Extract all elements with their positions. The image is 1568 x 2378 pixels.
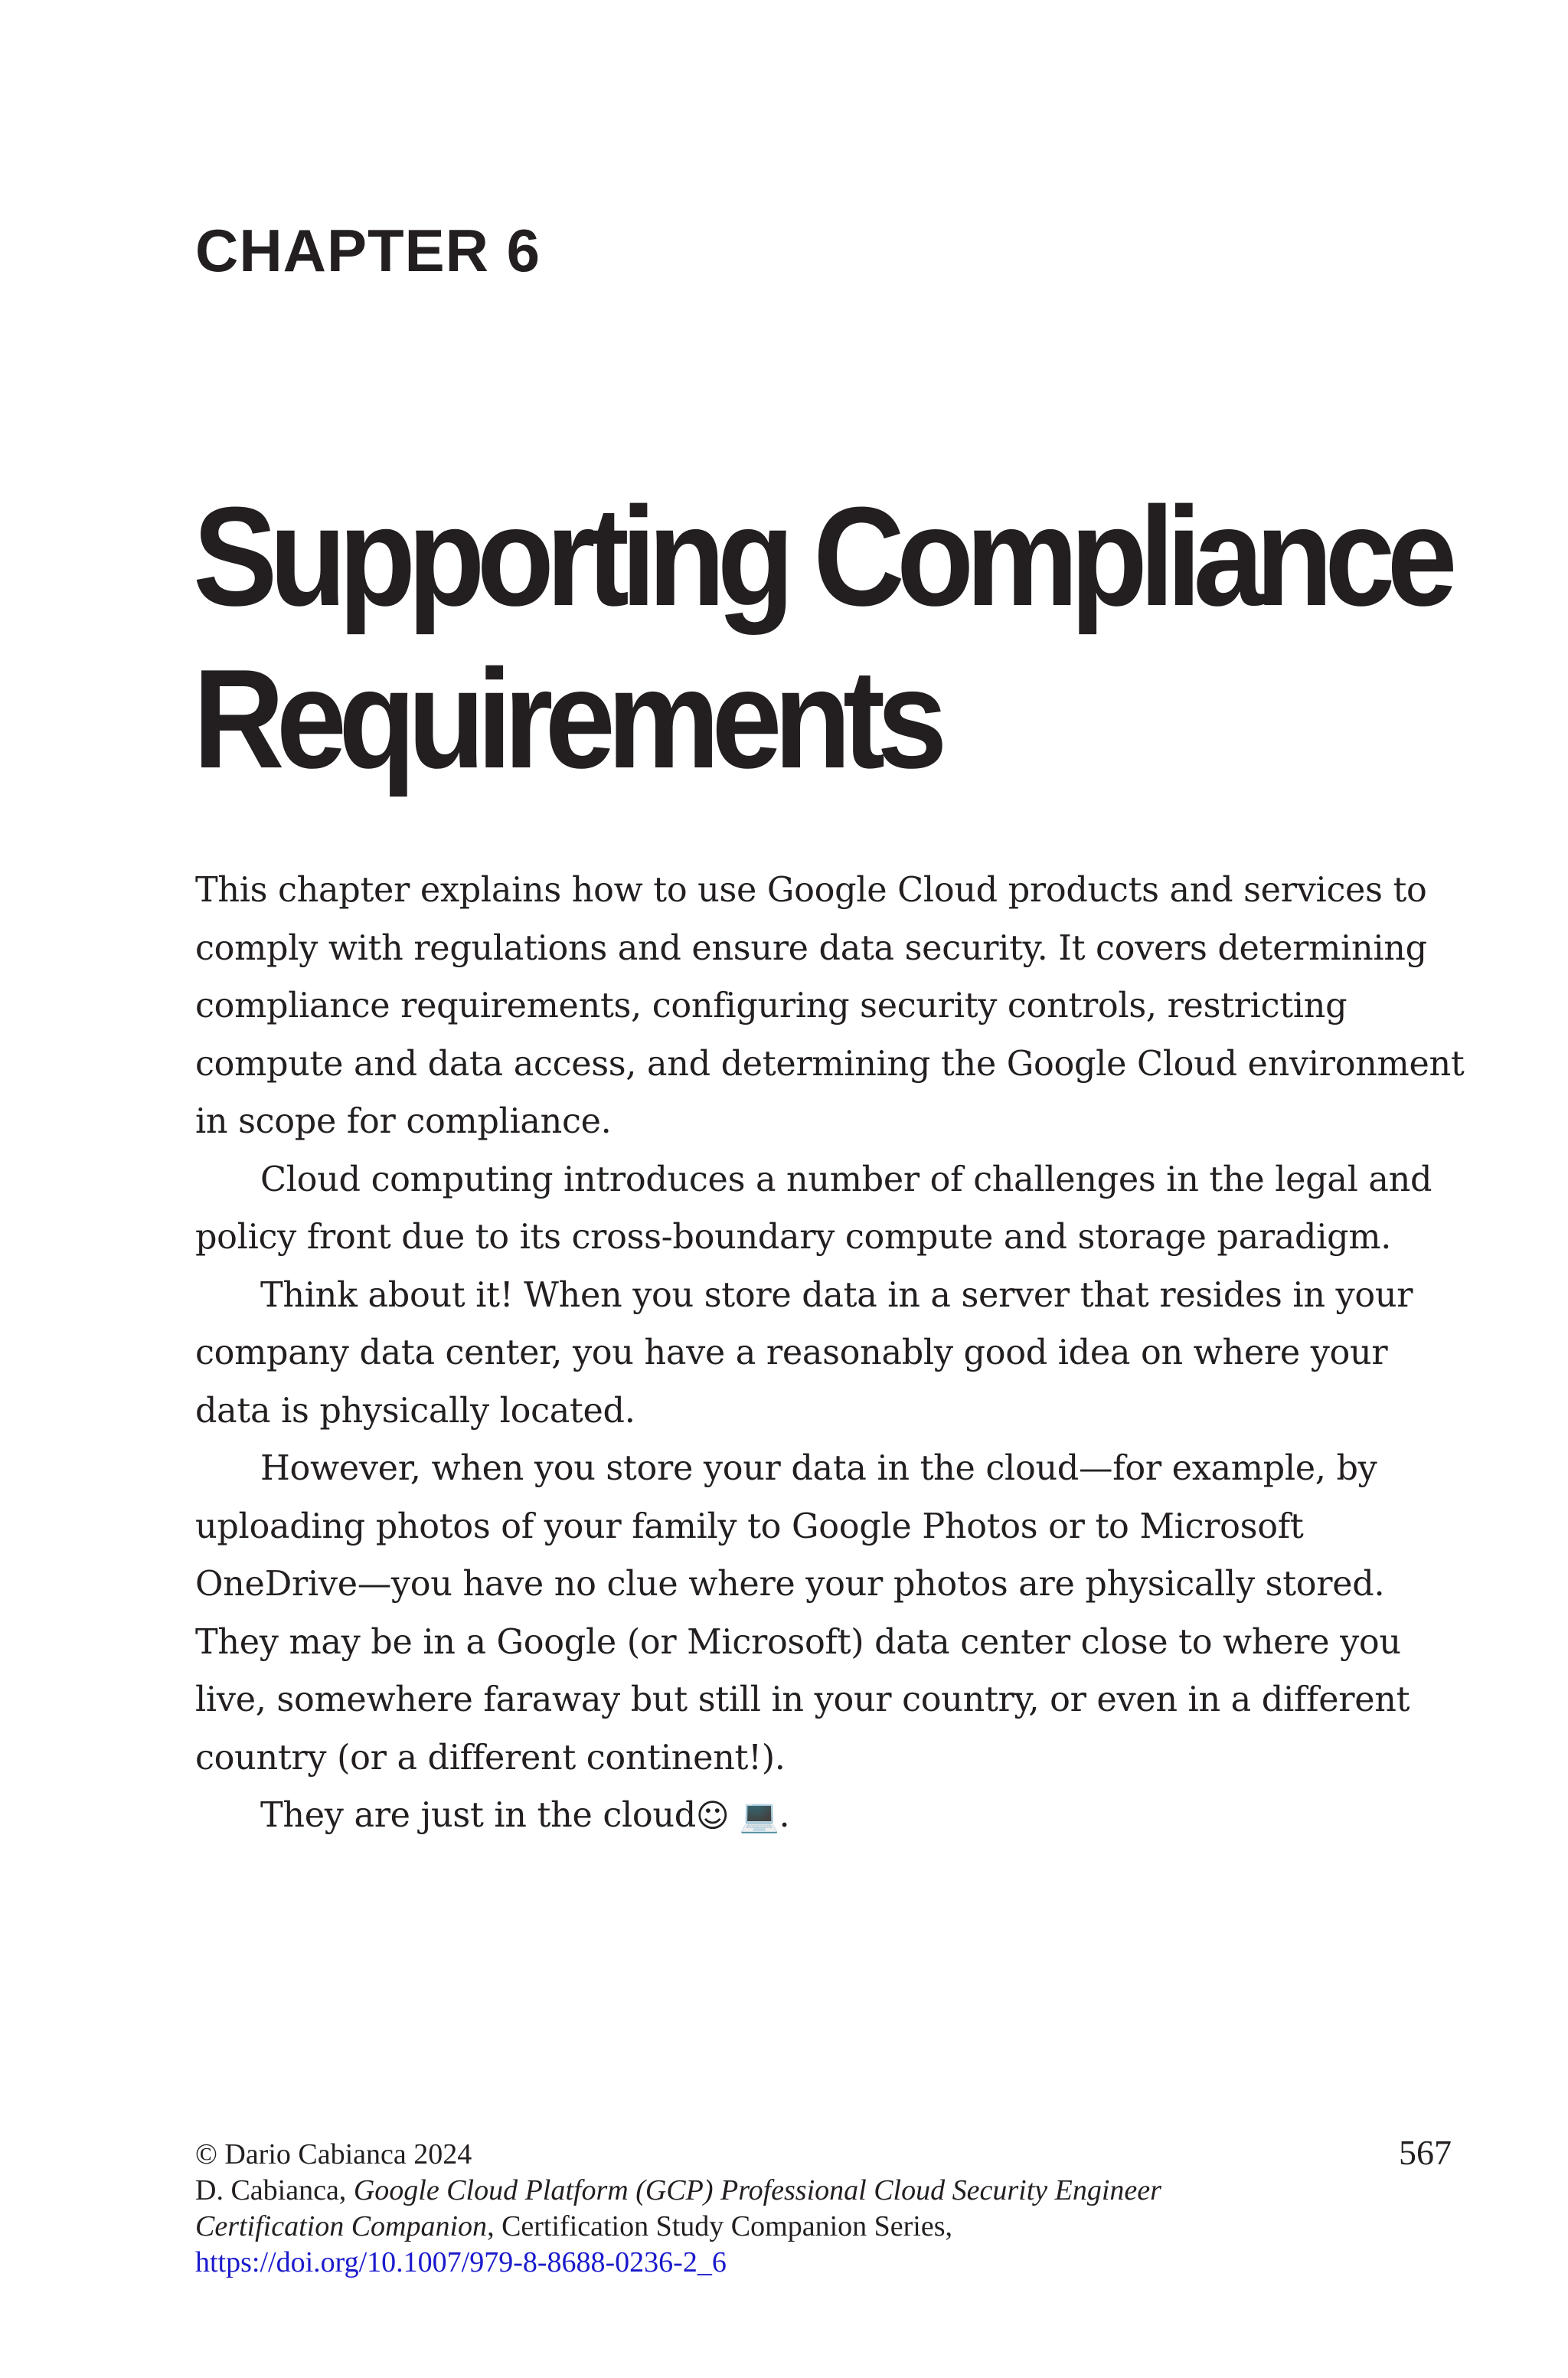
body-paragraph-2: Cloud computing introduces a number of challenges in the legal and policy front due to its cross-boundary compute and storage paradigm. bbox=[195, 1160, 1432, 1257]
chapter-body bbox=[195, 862, 1466, 1845]
body-paragraph-1: This chapter explains how to use Google Cloud products and services to comply with regulations and ensure data security. It covers determining compliance requirements, configuring security controls, restricting compute and data access, and determining the Google Cloud environment in scope for compliance. bbox=[195, 871, 1465, 1141]
smiley-laptop-icon: ☺ 💻 bbox=[695, 1797, 779, 1834]
citation-line-1 bbox=[195, 2173, 1459, 2209]
citation-author: D. Cabianca, bbox=[195, 2174, 354, 2206]
doi-link[interactable]: https://doi.org/10.1007/979-8-8688-0236-2_6 bbox=[195, 2246, 727, 2278]
body-paragraph-5-period: . bbox=[779, 1796, 790, 1835]
body-paragraph-4: However, when you store your data in the cloud—for example, by uploading photos of your family to Google Photos or to Microsoft OneDrive—you have no clue where your photos are physically stored. They may be in a Google (or Microsoft) data center close to where you live, somewhere faraway but still in your country, or even in a different country (or a different continent!). bbox=[195, 1449, 1410, 1778]
chapter-title-line-1: Supporting Compliance bbox=[193, 477, 1449, 635]
chapter-title bbox=[193, 475, 1449, 800]
citation-line-2 bbox=[195, 2209, 1459, 2245]
citation-book-title-cont: Certification Companion bbox=[195, 2210, 488, 2242]
chapter-label: CHAPTER 6 bbox=[195, 217, 541, 284]
body-paragraph-3: Think about it! When you store data in a server that resides in your company data center, you have a reasonably good idea on where your data is physically located. bbox=[195, 1275, 1413, 1431]
citation-series: , Certification Study Companion Series, bbox=[487, 2210, 952, 2242]
body-paragraph-5 bbox=[195, 1787, 1466, 1845]
copyright-footer bbox=[195, 2137, 1459, 2281]
page-number: 567 bbox=[1399, 2133, 1452, 2172]
citation-book-title: Google Cloud Platform (GCP) Professional Cloud Security Engineer bbox=[353, 2174, 1161, 2206]
copyright-line: © Dario Cabianca 2024 bbox=[195, 2138, 472, 2170]
body-paragraph-5-text: They are just in the cloud bbox=[260, 1796, 696, 1835]
chapter-title-line-2: Requirements bbox=[193, 639, 939, 797]
